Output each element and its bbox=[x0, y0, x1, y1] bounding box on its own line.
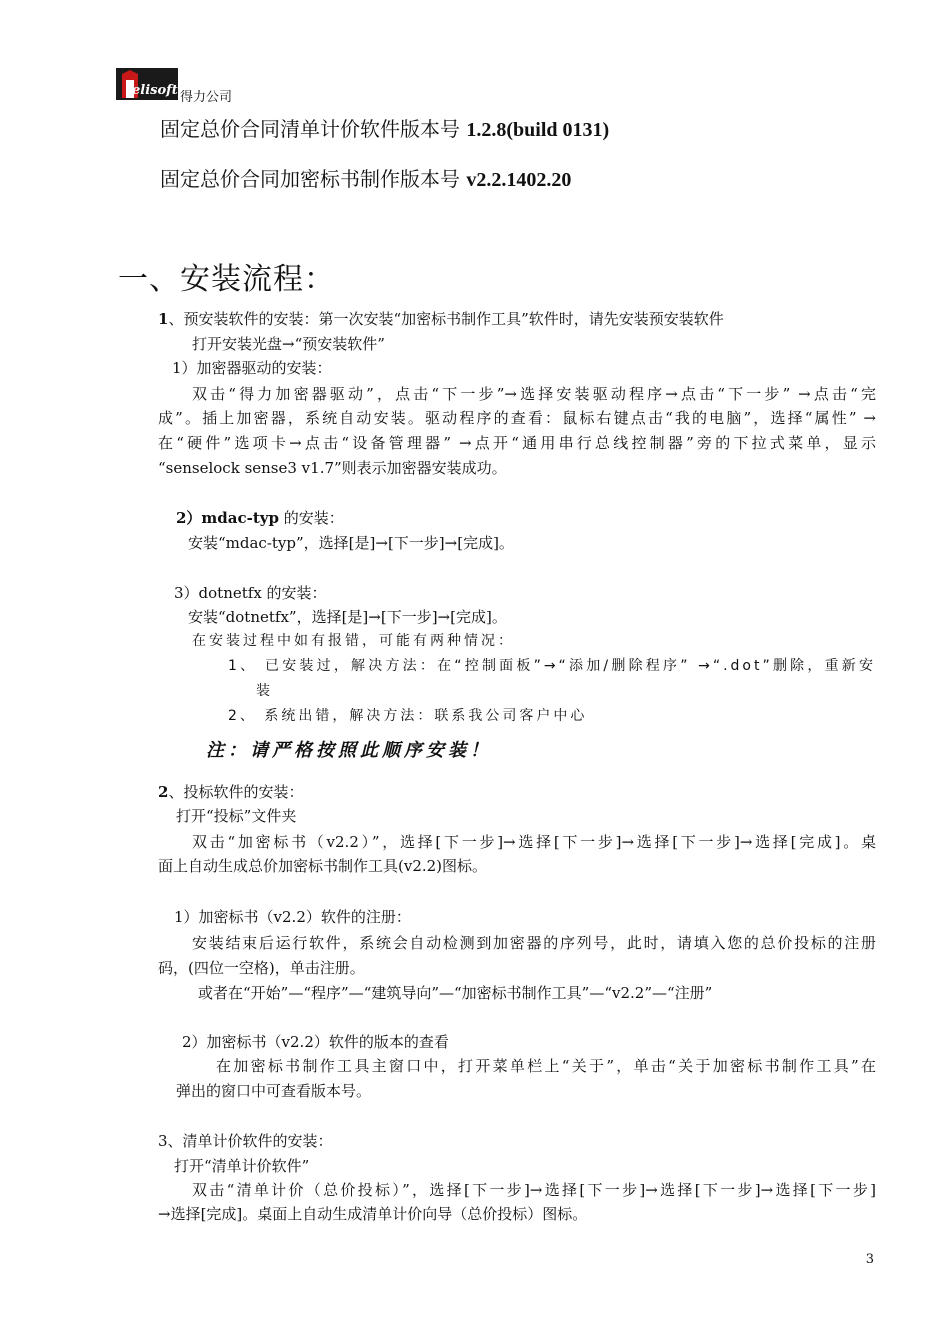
s3-line-2: →选择[完成]。桌面上自动生成清单计价向导（总价投标）图标。 bbox=[158, 1205, 588, 1223]
s3-open: 打开“清单计价软件” bbox=[174, 1157, 310, 1175]
error-case-1-line-1: 1、 已安装过，解决方法：在“控制面板”→“添加/删除程序” →“.dot”删除，重新安 bbox=[228, 658, 876, 674]
s2-line-2: 面上自动生成总价加密标书制作工具(v2.2)图标。 bbox=[158, 857, 488, 875]
s2-sub2-line-1: 在加密标书制作工具主窗口中，打开菜单栏上“关于”，单击“关于加密标书制作工具”在 bbox=[216, 1057, 876, 1075]
s2-sub1-title: 1）加密标书（v2.2）软件的注册： bbox=[174, 908, 411, 926]
logo-text: elisoft bbox=[132, 83, 178, 98]
s1-open: 打开安装光盘→“预安装软件” bbox=[192, 335, 385, 353]
s1-sub2-body: 安装“mdac-typ”，选择[是]→[下一步]→[完成]。 bbox=[188, 534, 514, 552]
s1-sub3-title: 3）dotnetfx 的安装： bbox=[174, 584, 327, 602]
s2-open: 打开“投标”文件夹 bbox=[176, 807, 297, 825]
s1-title: 1、预安装软件的安装：第一次安装“加密标书制作工具”软件时，请先安装预安装软件 bbox=[158, 310, 724, 328]
s3-line-1: 双击“清单计价（总价投标）”，选择[下一步]→选择[下一步]→选择[下一步]→选择[下一步] bbox=[192, 1181, 876, 1199]
company-logo bbox=[116, 68, 178, 100]
s2-sub1-line-2: 码，(四位一空格)，单击注册。 bbox=[158, 959, 365, 977]
s1-sub3-body: 安装“dotnetfx”，选择[是]→[下一步]→[完成]。 bbox=[188, 608, 507, 626]
s2-sub1-line-3: 或者在“开始”—“程序”—“建筑导向”—“加密标书制作工具”—“v2.2”—“注册” bbox=[198, 984, 713, 1002]
version-label-2: 固定总价合同加密标书制作版本号 bbox=[160, 167, 467, 191]
s1-sub1-line-4: “senselock sense3 v1.7”则表示加密器安装成功。 bbox=[158, 459, 507, 477]
error-case-1-line-2: 装 bbox=[256, 683, 273, 699]
error-case-2: 2、 系统出错，解决方法：联系我公司客户中心 bbox=[228, 708, 588, 724]
s2-line-1: 双击“加密标书（v2.2）”，选择[下一步]→选择[下一步]→选择[下一步]→选择[完成]。桌 bbox=[192, 833, 876, 851]
version-value-2: v2.2.1402.20 bbox=[466, 169, 572, 191]
s2-sub1-line-1: 安装结束后运行软件，系统会自动检测到加密器的序列号，此时，请填入您的总价投标的注册 bbox=[192, 934, 876, 952]
version-label-1: 固定总价合同清单计价软件版本号 bbox=[160, 117, 467, 141]
version-value-1: 1.2.8(build 0131) bbox=[466, 119, 610, 141]
s1-sub1-line-3: 在“硬件”选项卡→点击“设备管理器” →点开“通用串行总线控制器”旁的下拉式菜单，显示 bbox=[158, 434, 876, 452]
section-title: 一、安装流程： bbox=[118, 262, 335, 297]
s1-sub1-line-1: 双击“得力加密器驱动”，点击“下一步”→选择安装驱动程序→点击“下一步” →点击“完 bbox=[192, 385, 876, 403]
s1-sub2-title: 2）mdac-typ 的安装： bbox=[176, 509, 344, 527]
error-intro: 在安装过程中如有报错，可能有两种情况： bbox=[192, 633, 515, 649]
s3-title: 3、清单计价软件的安装： bbox=[158, 1132, 333, 1150]
s1-sub1-title: 1）加密器驱动的安装： bbox=[172, 359, 332, 377]
install-order-note: 注：请严格按照此顺序安装！ bbox=[206, 740, 492, 761]
s1-sub1-line-2: 成”。插上加密器，系统自动安装。驱动程序的查看：鼠标右键点击“我的电脑”，选择“属性” → bbox=[158, 409, 876, 427]
s2-title: 2、投标软件的安装： bbox=[158, 783, 304, 801]
s2-sub2-line-2: 弹出的窗口中可查看版本号。 bbox=[176, 1082, 372, 1100]
page-number: 3 bbox=[865, 1252, 874, 1267]
version-line-2 bbox=[160, 163, 571, 192]
s2-sub2-title: 2）加密标书（v2.2）软件的版本的查看 bbox=[182, 1033, 449, 1051]
version-line-1 bbox=[160, 113, 609, 142]
company-name: 得力公司 bbox=[180, 90, 233, 105]
